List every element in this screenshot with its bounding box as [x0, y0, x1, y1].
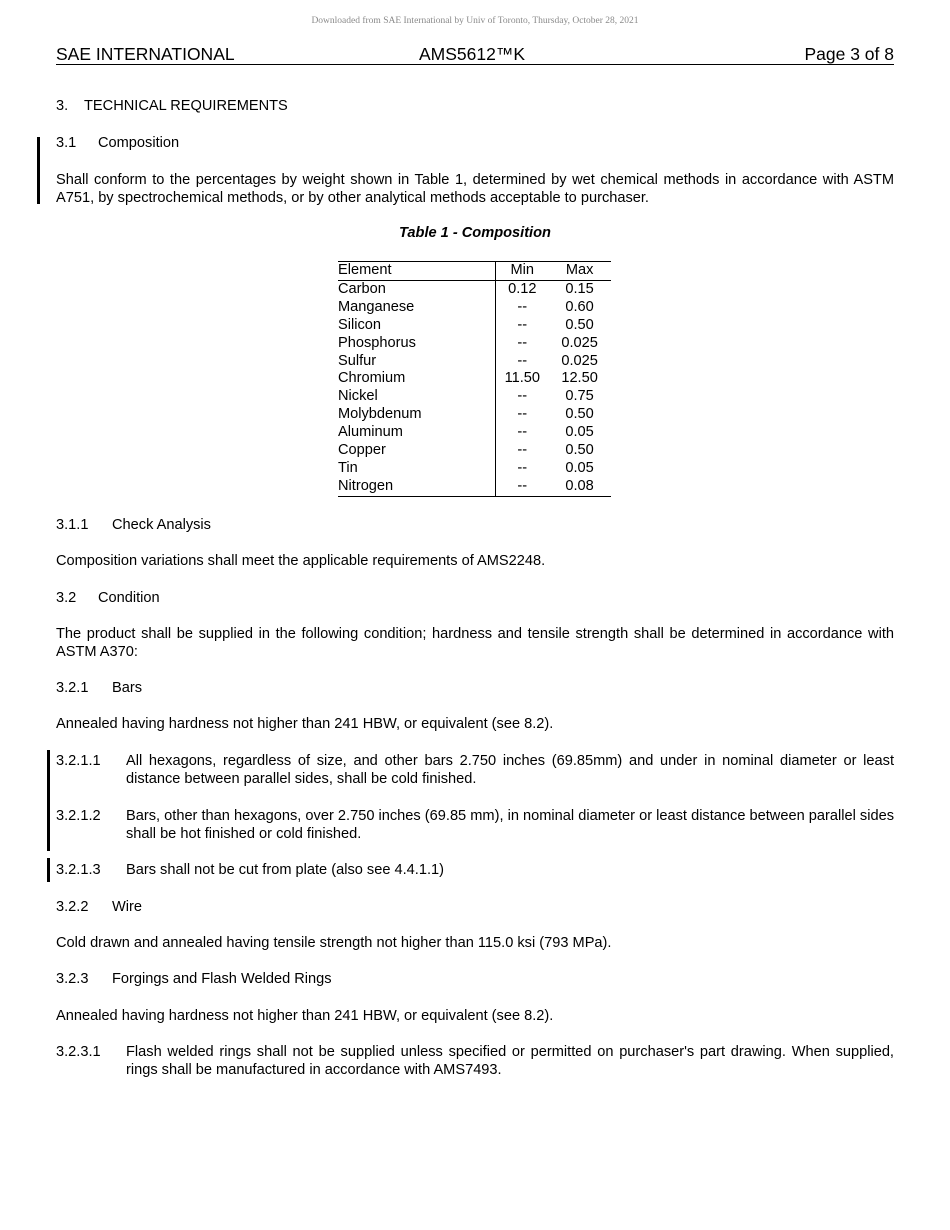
cell-element: Chromium: [338, 370, 406, 387]
cell-min: --: [496, 317, 548, 335]
section-text: Bars shall not be cut from plate (also see 4.4.1.1): [126, 862, 444, 878]
section-title: Forgings and Flash Welded Rings: [112, 971, 332, 987]
section-3-2-heading: [56, 589, 894, 607]
section-number: 3.2.1.1: [56, 753, 101, 769]
table-row: [338, 353, 611, 371]
cell-min: 0.12: [496, 280, 548, 298]
cell-max: 0.025: [561, 334, 598, 351]
section-title: Wire: [112, 899, 142, 915]
cell-max: 0.15: [565, 280, 594, 297]
table-row: [338, 388, 611, 406]
composition-table: [338, 261, 611, 497]
cell-min: --: [496, 442, 548, 460]
section-number: 3.2.1.3: [56, 862, 101, 878]
cell-max: 0.025: [561, 352, 598, 369]
table-row: [338, 317, 611, 335]
section-number: 3.2.3.1: [56, 1044, 101, 1060]
section-3-2-1-text: Annealed having hardness not higher than 241 HBW, or equivalent (see 8.2).: [56, 716, 554, 732]
table-row: [338, 424, 611, 442]
section-3-2-2-text: Cold drawn and annealed having tensile strength not higher than 115.0 ksi (793 MPa).: [56, 935, 612, 951]
table-row: [338, 299, 611, 317]
section-number: 3.2.1: [56, 680, 89, 696]
header-max: Max: [548, 262, 611, 281]
section-number: 3.1.1: [56, 517, 89, 533]
cell-element: Molybdenum: [338, 406, 422, 423]
table-row: [338, 335, 611, 353]
cell-max: 0.50: [565, 442, 594, 459]
cell-min: --: [496, 353, 548, 371]
revision-bar: [37, 137, 40, 204]
section-3-2-3-1: [56, 1043, 894, 1079]
cell-max: 0.75: [565, 388, 594, 405]
section-title: Check Analysis: [112, 517, 211, 533]
header-doc-number: AMS5612™K: [419, 44, 526, 64]
cell-min: 11.50: [496, 370, 548, 388]
table-row: [338, 370, 611, 388]
table-row: [338, 406, 611, 424]
cell-element: Carbon: [338, 280, 386, 297]
section-3-2-1-heading: [56, 679, 894, 697]
table-row: [338, 280, 611, 298]
section-title: Bars: [112, 680, 143, 696]
section-title: Composition: [98, 135, 180, 151]
section-number: 3.2: [56, 590, 77, 606]
cell-min: --: [496, 424, 548, 442]
cell-element: Manganese: [338, 298, 415, 315]
cell-min: --: [496, 478, 548, 496]
section-number: 3.1: [56, 135, 77, 151]
cell-min: --: [496, 299, 548, 317]
cell-element: Sulfur: [338, 352, 377, 369]
header-page-number: Page 3 of 8: [804, 44, 894, 64]
cell-max: 0.08: [548, 478, 611, 496]
cell-max: 0.50: [565, 406, 594, 423]
section-3-2-text: The product shall be supplied in the following condition; hardness and tensile strength shall be determined in accordance with ASTM A370:: [56, 626, 894, 660]
cell-element: Copper: [338, 442, 386, 459]
table-row: [338, 460, 611, 478]
section-3-1-heading: [56, 134, 894, 152]
section-number: 3.2.3: [56, 971, 89, 987]
header-element: Element: [338, 262, 496, 281]
cell-min: --: [496, 460, 548, 478]
section-3-2-1-3: [56, 861, 894, 879]
cell-min: --: [496, 406, 548, 424]
section-3-1-1-text: Composition variations shall meet the applicable requirements of AMS2248.: [56, 553, 546, 569]
table-row: [338, 442, 611, 460]
header-min: Min: [496, 262, 548, 281]
section-text: All hexagons, regardless of size, and other bars 2.750 inches (69.85mm) and under in nominal diameter or least distance between parallel sides, shall be cold finished.: [126, 753, 894, 787]
cell-max: 12.50: [561, 370, 598, 387]
section-text: Bars, other than hexagons, over 2.750 inches (69.85 mm), in nominal diameter or least distance between parallel sides shall be hot finished or cold finished.: [126, 808, 894, 842]
revision-bar: [47, 858, 50, 882]
section-number: 3.2.2: [56, 899, 89, 915]
section-text: Flash welded rings shall not be supplied unless specified or permitted on purchaser's part drawing. When supplied, rings shall be manufactured in accordance with AMS7493.: [126, 1044, 894, 1078]
section-3-2-2-heading: [56, 898, 894, 916]
cell-element: Nitrogen: [338, 478, 496, 496]
section-3-2-3-heading: [56, 970, 894, 988]
cell-element: Silicon: [338, 316, 381, 333]
cell-element: Tin: [338, 459, 358, 476]
table-row: [338, 478, 611, 496]
section-3-1-1-heading: [56, 516, 894, 534]
section-number: 3.: [56, 98, 69, 114]
cell-element: Aluminum: [338, 424, 403, 441]
header-org: SAE INTERNATIONAL: [56, 44, 235, 64]
cell-element: Phosphorus: [338, 334, 416, 351]
page-header: [56, 44, 894, 65]
section-3-2-3-text: Annealed having hardness not higher than 241 HBW, or equivalent (see 8.2).: [56, 1008, 554, 1024]
table-header-row: [338, 262, 611, 281]
section-3-1-text: Shall conform to the percentages by weight shown in Table 1, determined by wet chemical methods in accordance with ASTM A751, by spectrochemical methods, or by other analytical methods acceptable to purchaser.: [56, 172, 894, 206]
cell-max: 0.50: [565, 316, 594, 333]
download-watermark: Downloaded from SAE International by Univ of Toronto, Thursday, October 28, 2021: [311, 16, 639, 26]
section-3-2-1-2: [56, 807, 894, 843]
cell-max: 0.05: [565, 459, 594, 476]
cell-min: --: [496, 335, 548, 353]
section-3-2-1-1: [56, 752, 894, 788]
cell-max: 0.60: [565, 298, 594, 315]
section-title: TECHNICAL REQUIREMENTS: [84, 98, 288, 114]
cell-min: --: [496, 388, 548, 406]
cell-max: 0.05: [565, 424, 594, 441]
section-title: Condition: [98, 590, 160, 606]
section-number: 3.2.1.2: [56, 808, 101, 824]
revision-bar: [47, 750, 50, 851]
section-3-heading: [56, 97, 894, 115]
cell-element: Nickel: [338, 388, 378, 405]
table-caption: Table 1 - Composition: [399, 225, 551, 241]
